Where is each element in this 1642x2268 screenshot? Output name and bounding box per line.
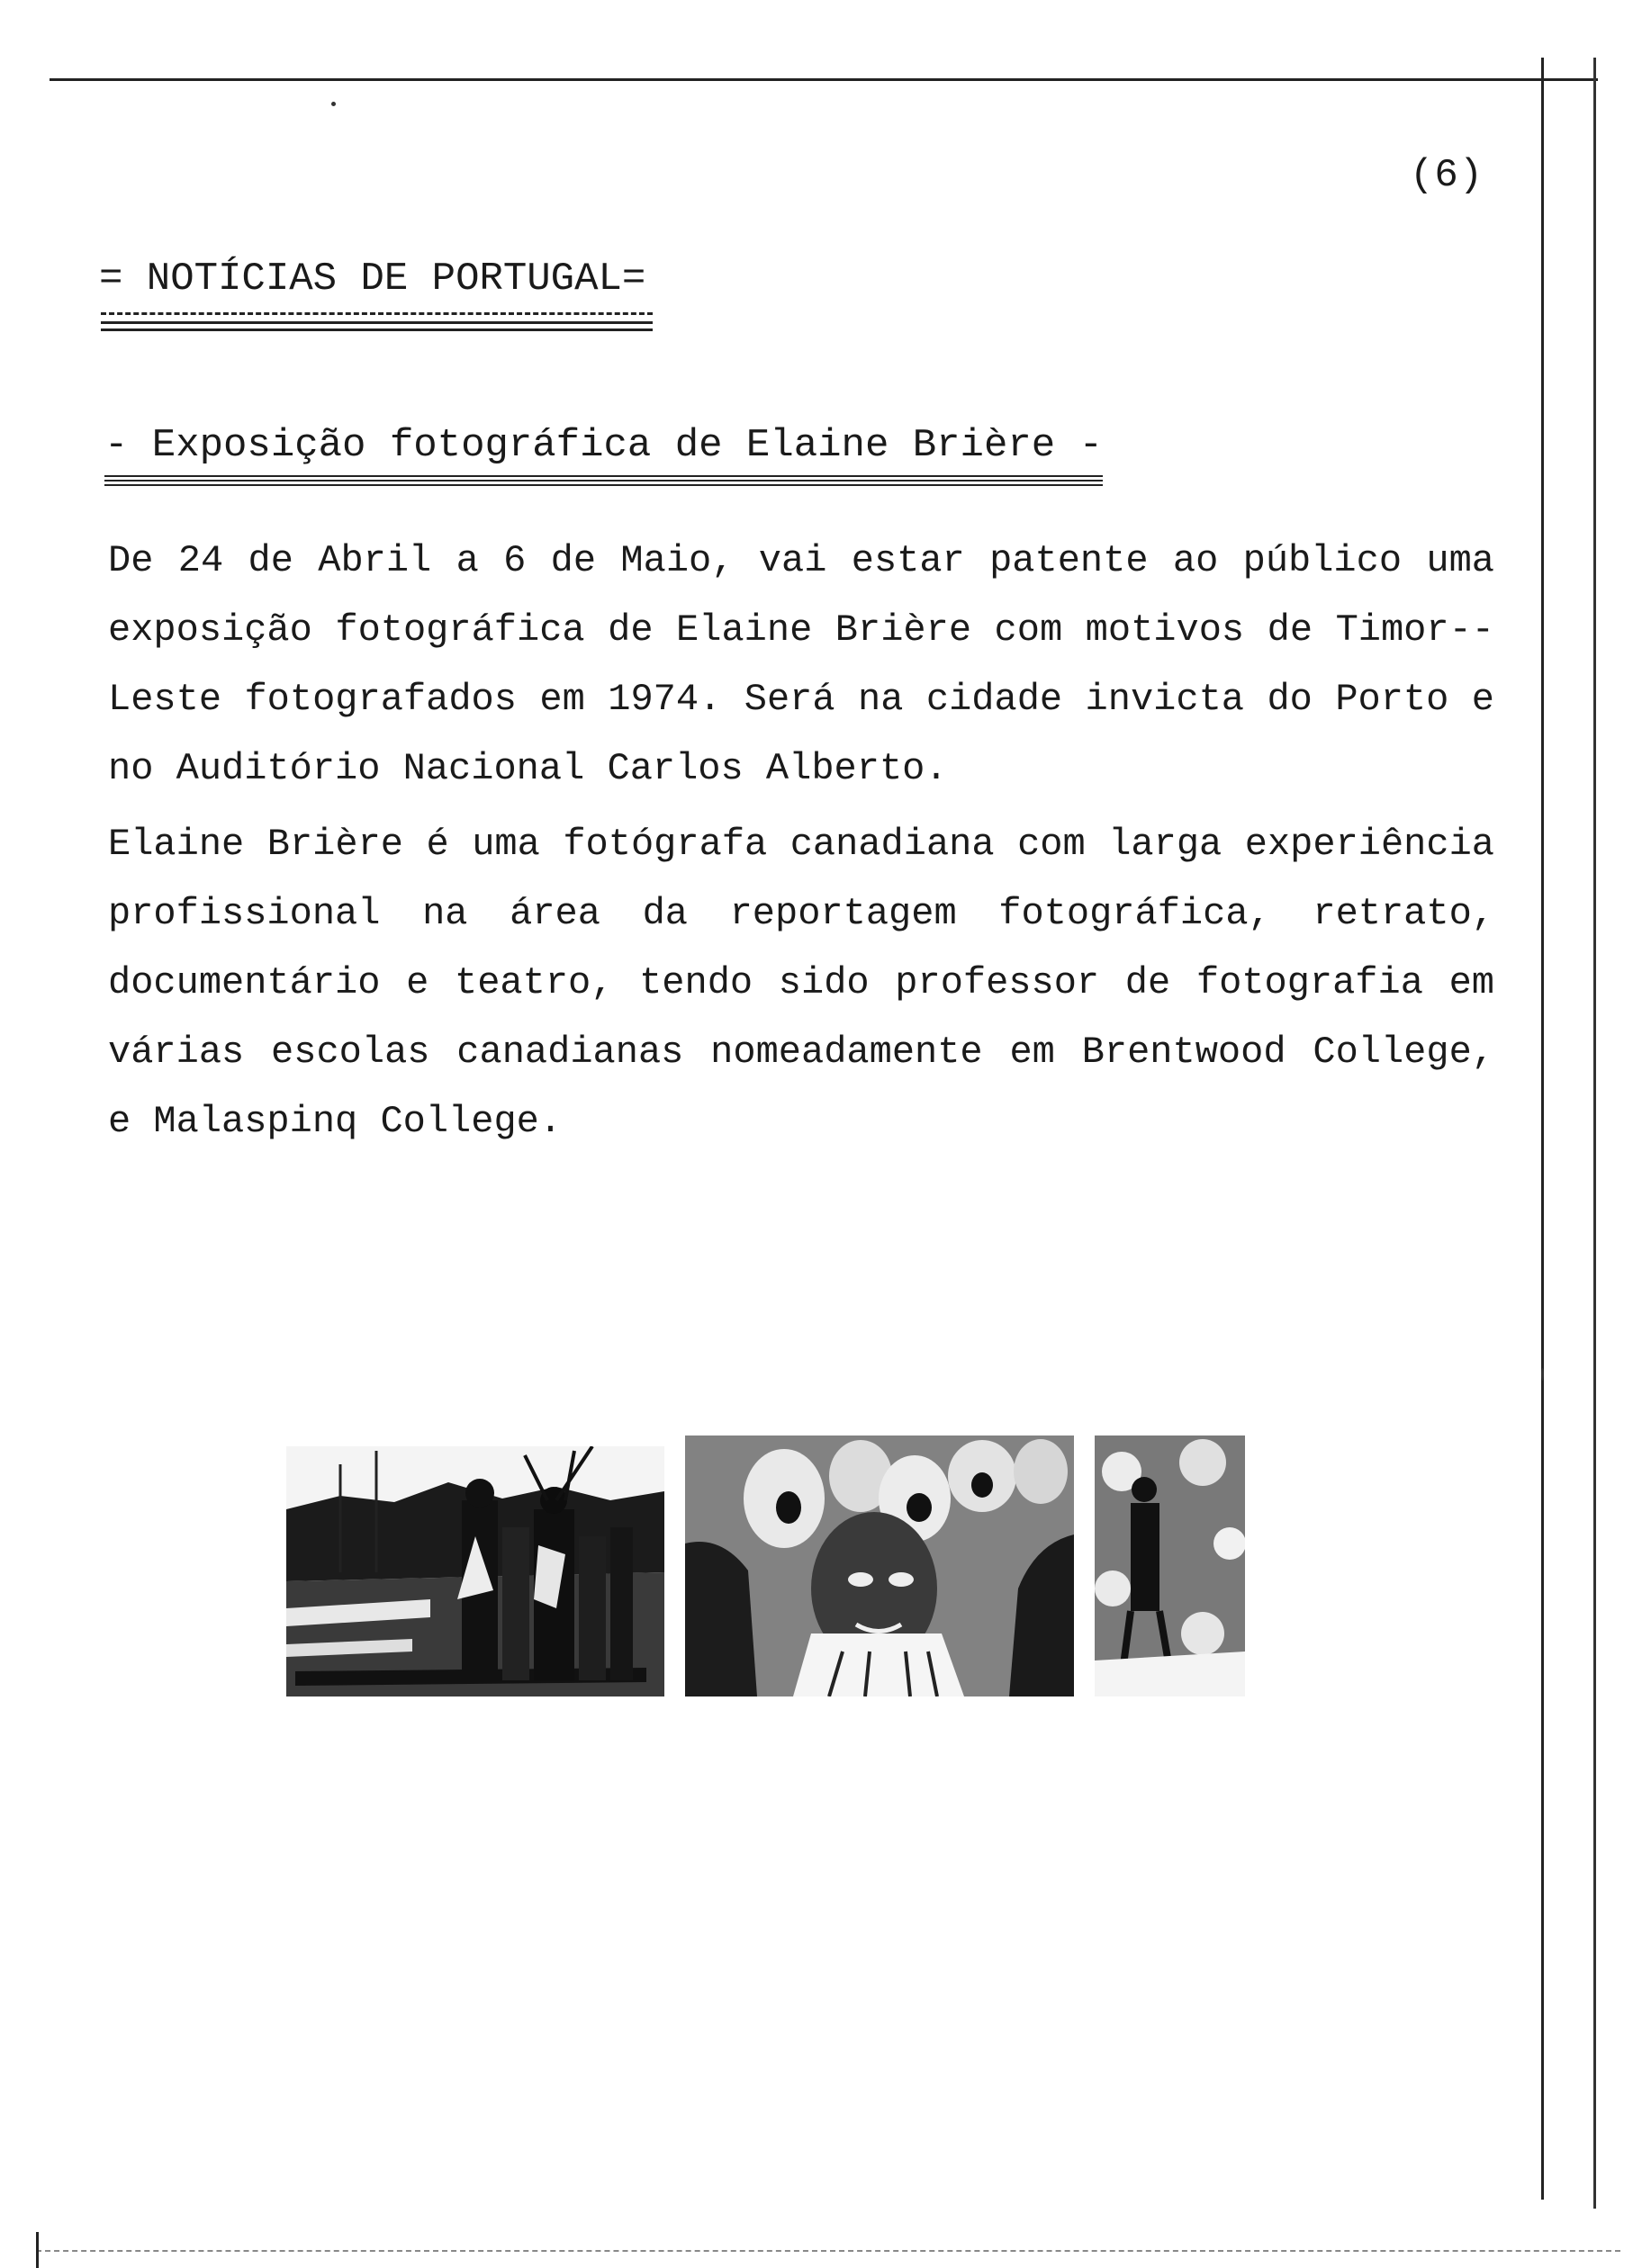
photo-landscape-figures-image (286, 1446, 664, 1696)
title-underline (101, 328, 653, 331)
bottom-border-line (36, 2250, 1620, 2252)
scan-speck (331, 102, 336, 106)
right-outer-border-line (1593, 58, 1596, 2209)
section-title (99, 256, 645, 302)
photo-children-group-image (685, 1436, 1074, 1696)
title-underline (101, 321, 653, 324)
top-border-line (50, 78, 1598, 81)
page-number: (6) (1410, 153, 1484, 198)
article-title (104, 423, 1103, 468)
photo-figure-foliage-image (1095, 1436, 1245, 1696)
photo-figure-foliage (1095, 1436, 1245, 1696)
title-underline (101, 312, 653, 315)
article-paragraph-1: De 24 de Abril a 6 de Maio, vai estar patente ao público uma exposição fotográfica de Elaine Brière com motivos de Timor--Leste fotografados em 1974. Será na cidade invicta do Porto e no Auditório Nacional Carlos Alberto. (108, 539, 1494, 790)
scan-speck (1541, 1368, 1544, 1381)
photo-strip (286, 1436, 1245, 1696)
right-border-line (1541, 58, 1544, 2200)
photo-landscape-figures (286, 1446, 664, 1696)
photo-children-group (685, 1436, 1074, 1696)
bottom-left-corner-mark (36, 2232, 39, 2268)
article-title-text: - Exposição fotográfica de Elaine Brière - (104, 423, 1103, 468)
article-paragraph-2: Elaine Brière é uma fotógrafa canadiana com larga experiência profissional na área da reportagem fotográfica, retrato, documentário e teatro, tendo sido professor de fotografia em várias escolas canadianas nomeadamente em Brentwood College, e Malaspinq College. (108, 823, 1494, 1143)
section-title-text: = NOTÍCIAS DE PORTUGAL= (99, 256, 646, 302)
